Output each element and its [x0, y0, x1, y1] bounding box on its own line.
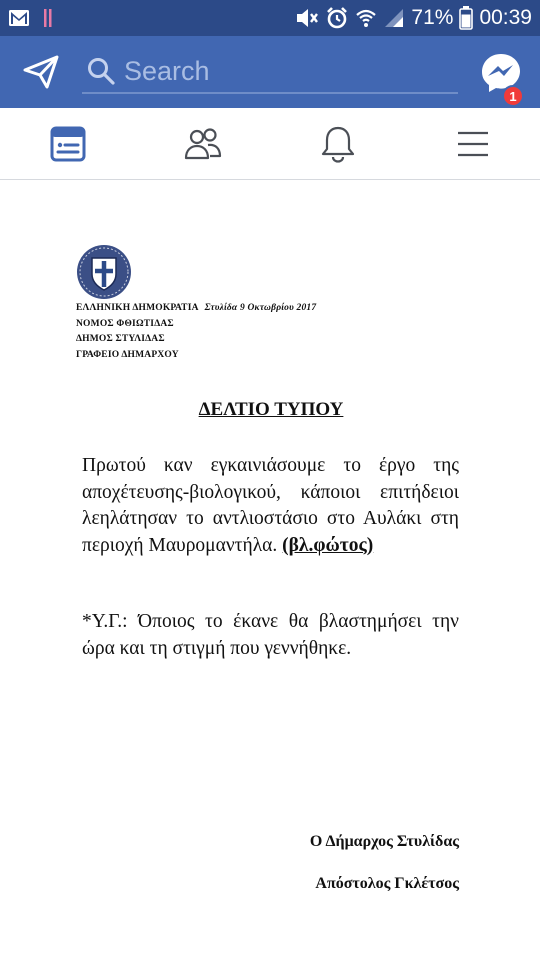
- menu-icon: [456, 129, 490, 159]
- tab-friends[interactable]: [173, 114, 233, 174]
- mute-icon: [295, 7, 319, 29]
- tab-menu[interactable]: [443, 114, 503, 174]
- greek-emblem-icon: [76, 244, 132, 300]
- letterhead: [76, 301, 316, 363]
- bell-icon: [320, 125, 356, 163]
- friends-icon: [183, 126, 223, 162]
- messenger-badge: 1: [502, 85, 524, 107]
- body-paragraph: Πρωτού καν εγκαινιάσουμε το έργο της αποχέτευσης-βιολογικού, κάποιοι επιτήδειοι λεηλάτησαν το αντλιοστάσιο στο Αυλάκι στη περιοχή Μαυρομαντήλα.: [82, 455, 459, 556]
- letterhead-line-4: ΓΡΑΦΕΙΟ ΔΗΜΑΡΧΟΥ: [76, 349, 179, 360]
- tab-notifications[interactable]: [308, 114, 368, 174]
- document-date: Στυλίδα 9 Οκτωβρίου 2017: [204, 303, 317, 313]
- document-title: ΔΕΛΤΙΟ ΤΥΠΟΥ: [198, 399, 344, 420]
- tab-news-feed[interactable]: [38, 114, 98, 174]
- search-icon: [86, 56, 116, 86]
- send-button[interactable]: [22, 54, 60, 90]
- notification-icon: [44, 8, 52, 28]
- send-icon: [22, 54, 60, 90]
- document-body: [82, 453, 459, 559]
- postscript: *Υ.Γ.: Όποιος το έκανε θα βλαστημήσει την ώρα και τη στιγμή που γεννήθηκε.: [82, 611, 459, 659]
- app-header: [0, 36, 540, 108]
- press-release-image[interactable]: [0, 181, 540, 960]
- gmail-icon: [8, 9, 30, 27]
- letterhead-line-1: [76, 301, 316, 317]
- status-right: [295, 6, 532, 30]
- status-bar: [0, 0, 540, 36]
- wifi-icon: [355, 7, 377, 29]
- photo-note: (βλ.φώτος): [282, 534, 374, 556]
- search-input[interactable]: [124, 56, 444, 87]
- signature-title: Ο Δήμαρχος Στυλίδας: [309, 833, 459, 850]
- search-bar[interactable]: [82, 50, 458, 94]
- clock: 00:39: [479, 6, 532, 29]
- letterhead-line-2: ΝΟΜΟΣ ΦΘΙΩΤΙΔΑΣ: [76, 318, 174, 329]
- letterhead-line-3: ΔΗΜΟΣ ΣΤΥΛΙΔΑΣ: [76, 334, 165, 344]
- status-left: [8, 8, 52, 28]
- battery-icon: [459, 6, 473, 30]
- tab-bar: [0, 108, 540, 180]
- battery-percent: 71%: [411, 6, 454, 29]
- letterhead-country: ΕΛΛΗΝΙΚΗ ΔΗΜΟΚΡΑΤΙΑ: [76, 303, 199, 313]
- signature-name: Απόστολος Γκλέτσος: [315, 875, 459, 892]
- news-feed-icon: [50, 126, 86, 162]
- alarm-icon: [325, 6, 349, 30]
- signal-icon: [383, 8, 405, 28]
